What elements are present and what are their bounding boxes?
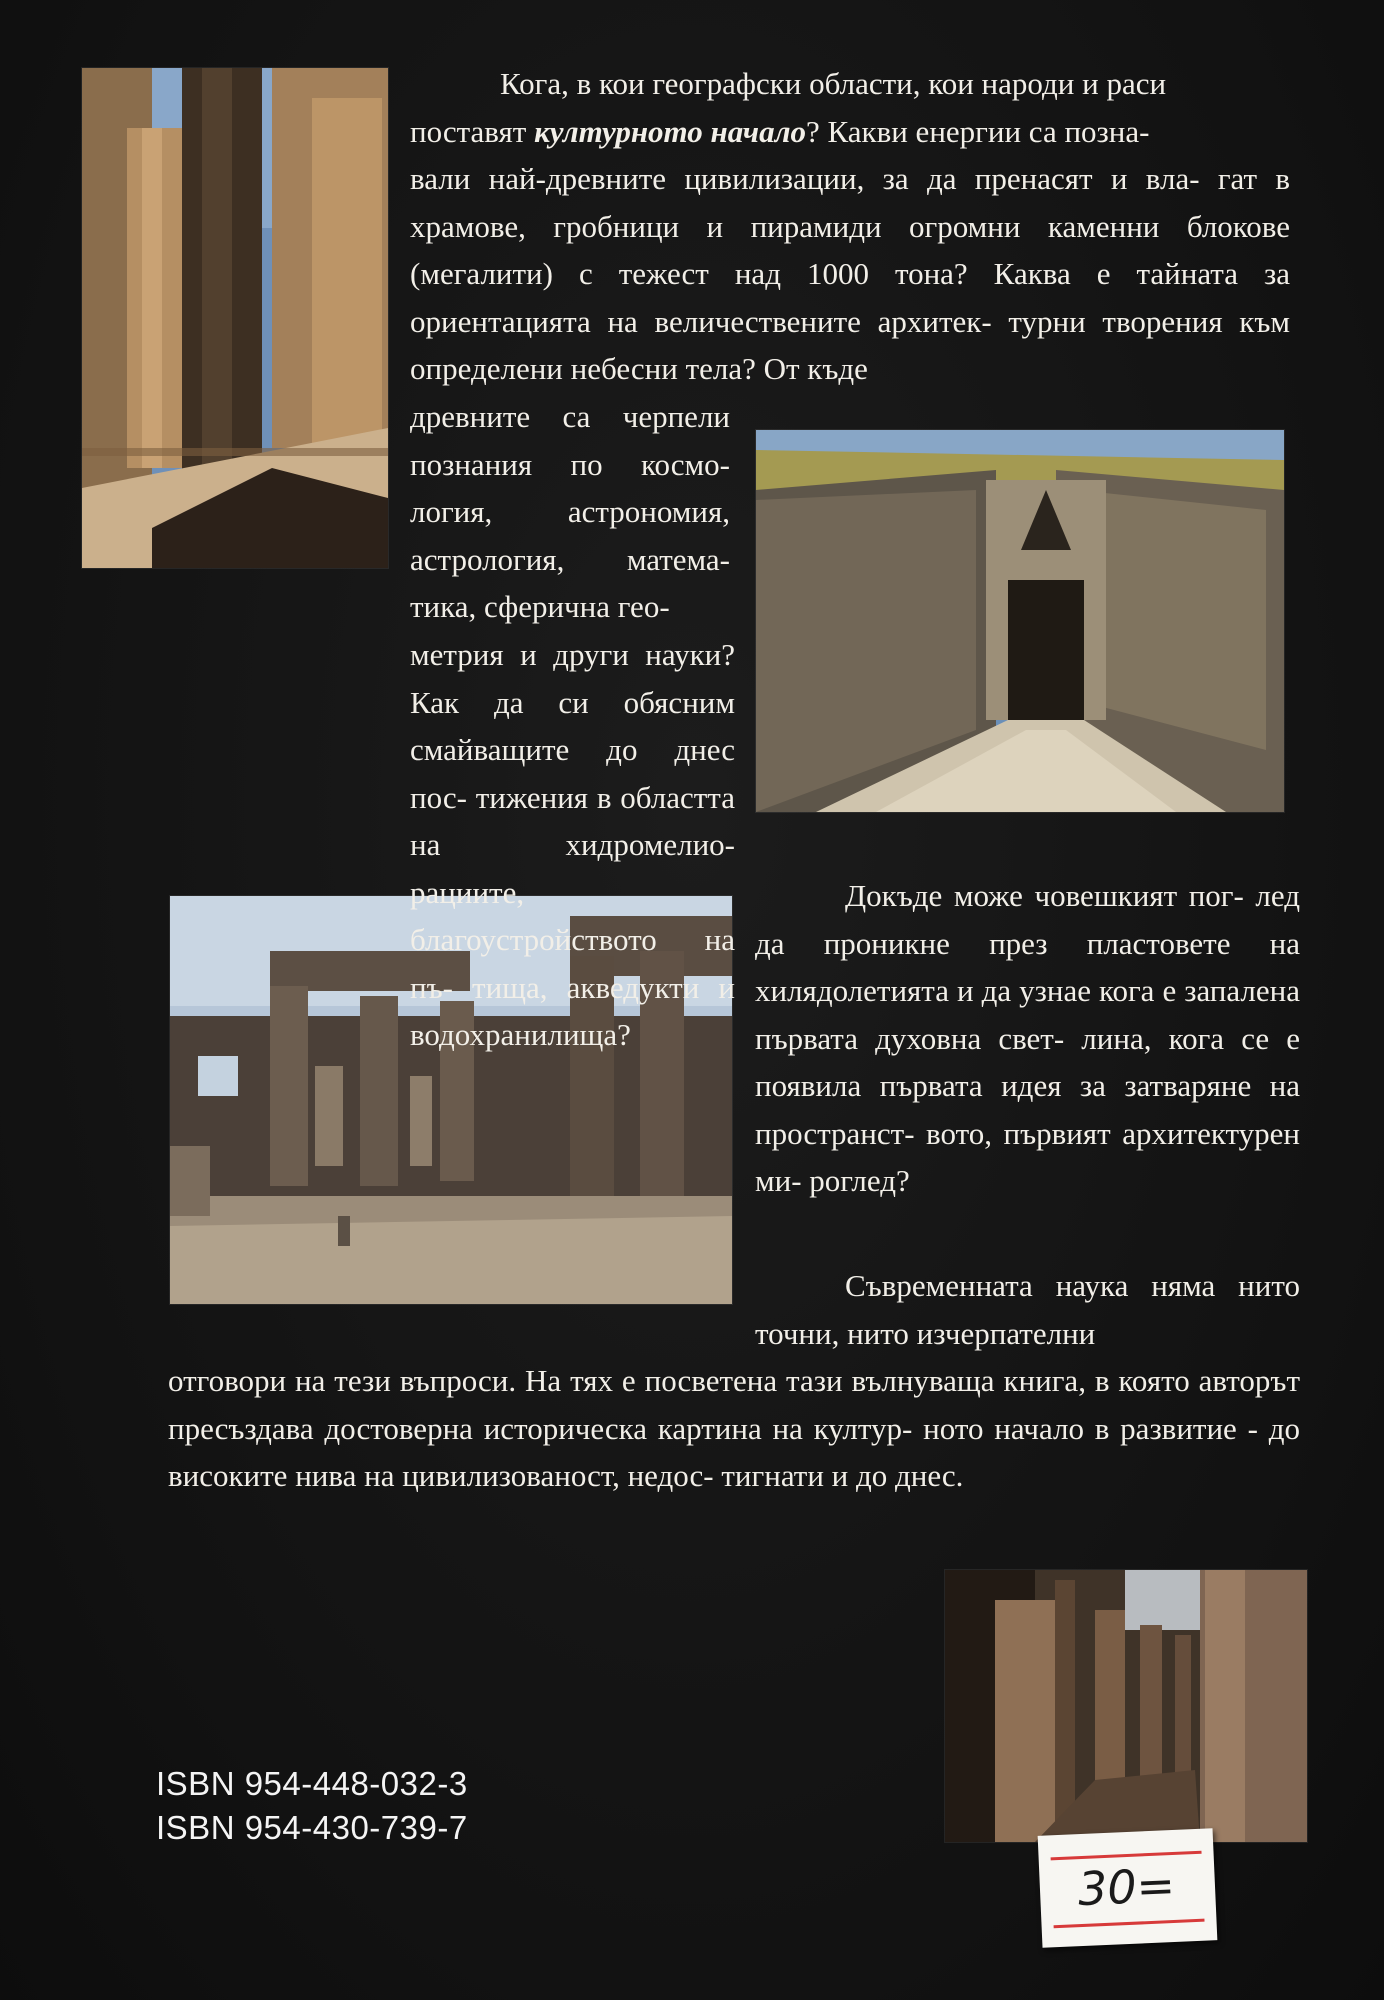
second-paragraph — [755, 872, 1300, 1205]
emphasized-phrase: културното начало — [534, 113, 806, 149]
photo-stone-corridor — [945, 1570, 1307, 1842]
sticker-red-line-top — [1051, 1851, 1202, 1861]
isbn-block — [156, 1762, 468, 1850]
second-paragraph-text: Докъде може човешкият пог- лед да проникне през пластовете на хилядолетията и да узнае кога е запалена първата духовна свет- лина, кога се е появила първата идея за затваряне на пространст- вото, първият архитектурен ми- роглед? — [755, 878, 1300, 1198]
intro-line-2-after: ? Какви енергии са позна- — [805, 113, 1150, 149]
intro-line-1: Кога, в кои географски области, кои народи и раси — [500, 66, 1167, 101]
photo-temple-columns — [82, 68, 388, 568]
price-sticker — [1038, 1828, 1218, 1948]
isbn-line-1: ISBN 954-448-032-3 — [156, 1765, 468, 1802]
intro-narrow-column — [410, 393, 730, 631]
third-paragraph-start-text: Съвременната наука няма нито точни, нито изчерпателни — [755, 1268, 1300, 1351]
intro-line-2-before: поставят — [410, 113, 535, 149]
intro-narrow-text: древните са черпели познания по космо- логия, астрономия, астрология, матема- тика, сферична гео- — [410, 399, 730, 624]
third-paragraph-end-text: отговори на тези въпроси. На тях е посветена тази вълнуваща книга, в която авторът пресъздава достоверна историческа картина на култур- ното начало в развитие - до високите нива на цивилизованост, недос- тигнати и до днес. — [168, 1363, 1300, 1493]
price-value: 30= — [1076, 1857, 1177, 1917]
photo-tomb-entrance — [756, 430, 1284, 812]
isbn-line-2: ISBN 954-430-739-7 — [156, 1809, 468, 1846]
intro-paragraph-continued — [410, 155, 1290, 393]
intro-paragraph-body: вали най-древните цивилизации, за да пренасят и вла- гат в храмове, гробници и пирамиди огромни каменни блокове (мегалити) с тежест над 1000 тона? Каква е тайната за ориентацията на величествените архитек- турни творения към определени небесни тела? От къде — [410, 161, 1290, 386]
intro-paragraph-top — [410, 60, 1290, 155]
intro-wide-text: метрия и други науки? Как да си обясним смайващите до днес пос- тижения в областта на хидромелио- рациите, благоустройството на пъ- тища, акведукти и водохранилища? — [410, 637, 735, 1052]
third-paragraph-end — [168, 1357, 1300, 1500]
sticker-red-line-bottom — [1054, 1919, 1205, 1929]
intro-wide-column — [410, 631, 735, 1059]
third-paragraph-start — [755, 1262, 1300, 1357]
